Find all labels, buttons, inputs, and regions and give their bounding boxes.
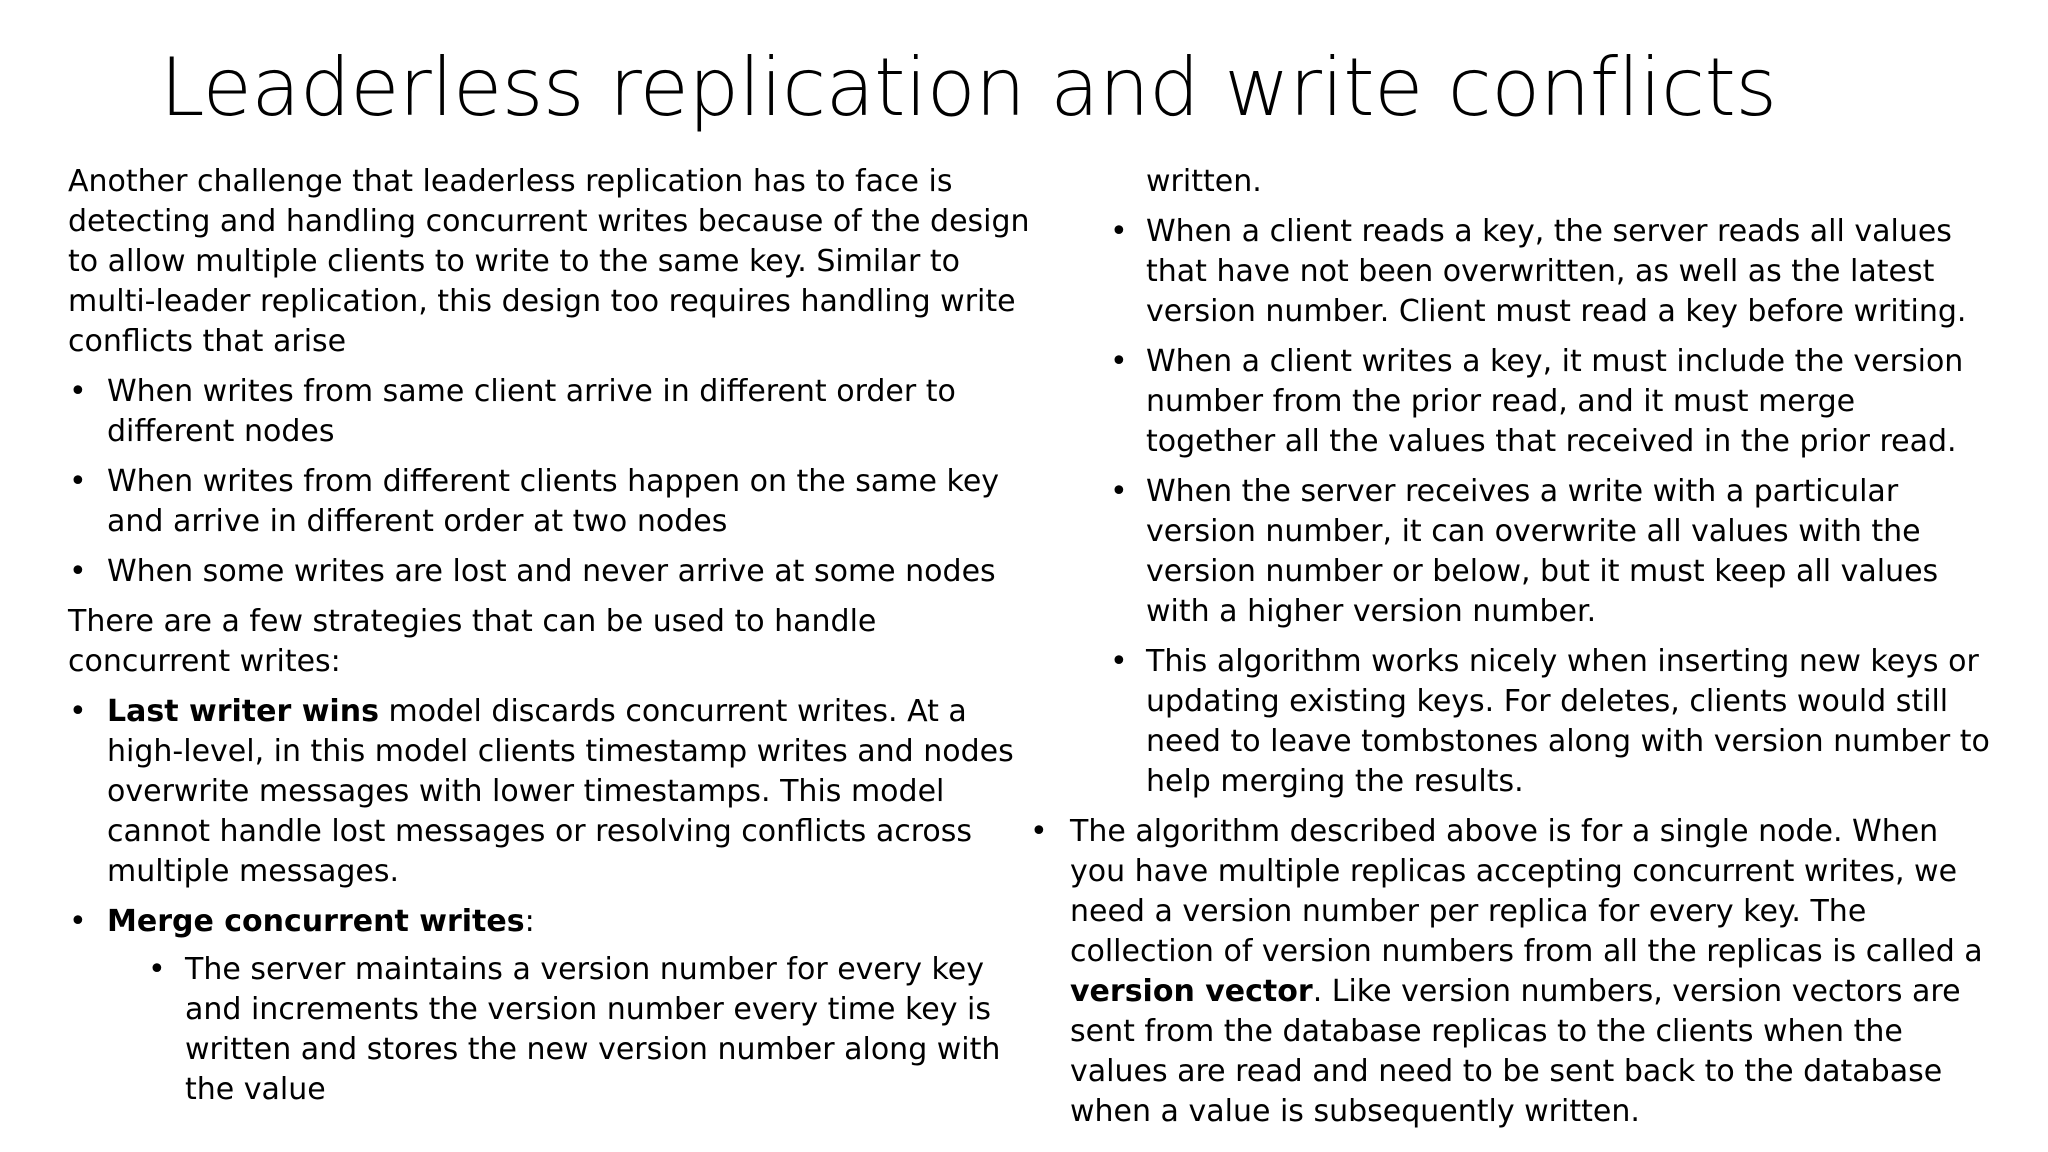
sub-bullet-client-writes: • When a client writes a key, it must include the version number from the prior read, and it must merge together all the values that received in the prior read.: [1030, 342, 1990, 462]
merge-term: Merge concurrent writes: [107, 904, 525, 939]
strategies-paragraph: There are a few strategies that can be used to handle concurrent writes:: [68, 604, 877, 679]
bullet-merge-concurrent: [68, 902, 1033, 942]
version-vector-text-a: The algorithm described above is for a single node. When you have multiple replicas accepting concurrent writes, we need a version number per replica for every key. The collection of version numbers from all the replicas is called a: [1070, 814, 1983, 969]
lww-term: Last writer wins: [107, 694, 379, 729]
version-vector-text-b: . Like version numbers, version vectors are sent from the database replicas to the clients when the values are read and need to be sent back to the database when a value is subsequently written.: [1070, 974, 1961, 1129]
continuation-text: written.: [1146, 164, 1262, 199]
sub-bullet-version-number: • The server maintains a version number for every key and increments the version number every time key is written and stores the new version number along with the value: [68, 950, 1033, 1110]
bullet-same-client: • When writes from same client arrive in different order to different nodes: [68, 372, 1033, 452]
sub-bullet-server-receives: • When the server receives a write with a particular version number, it can overwrite all values with the version number or below, but it must keep all values with a higher version number.: [1030, 472, 1990, 632]
lww-description: model discards concurrent writes. At a high-level, in this model clients timestamp writes and nodes overwrite messages with lower timestamps. This model cannot handle lost messages or resolving conflicts across multiple messages.: [107, 694, 1014, 889]
sub-bullet-client-reads: • When a client reads a key, the server reads all values that have not been overwritten, as well as the latest version number. Client must read a key before writing.: [1030, 212, 1990, 332]
merge-colon: :: [524, 904, 535, 939]
bullet-version-vector: [1030, 812, 1990, 1132]
version-vector-term: version vector: [1070, 974, 1313, 1009]
bullet-last-writer-wins: [68, 692, 1033, 892]
bullet-lost-writes: • When some writes are lost and never arrive at some nodes: [68, 552, 1033, 592]
slide-title: Leaderless replication and write conflicts: [160, 41, 1777, 134]
sub-bullet-algorithm-works: • This algorithm works nicely when inserting new keys or updating existing keys. For deletes, clients would still need to leave tombstones along with version number to help merging the results.: [1030, 642, 1990, 802]
intro-paragraph: Another challenge that leaderless replication has to face is detecting and handling concurrent writes because of the design to allow multiple clients to write to the same key. Similar to multi-leader replication, this design too requires handling write conflicts that arise: [68, 164, 1030, 359]
right-column: [1030, 162, 1990, 1132]
left-column: [68, 162, 1033, 1110]
bullet-different-clients: • When writes from different clients happen on the same key and arrive in different order at two nodes: [68, 462, 1033, 542]
